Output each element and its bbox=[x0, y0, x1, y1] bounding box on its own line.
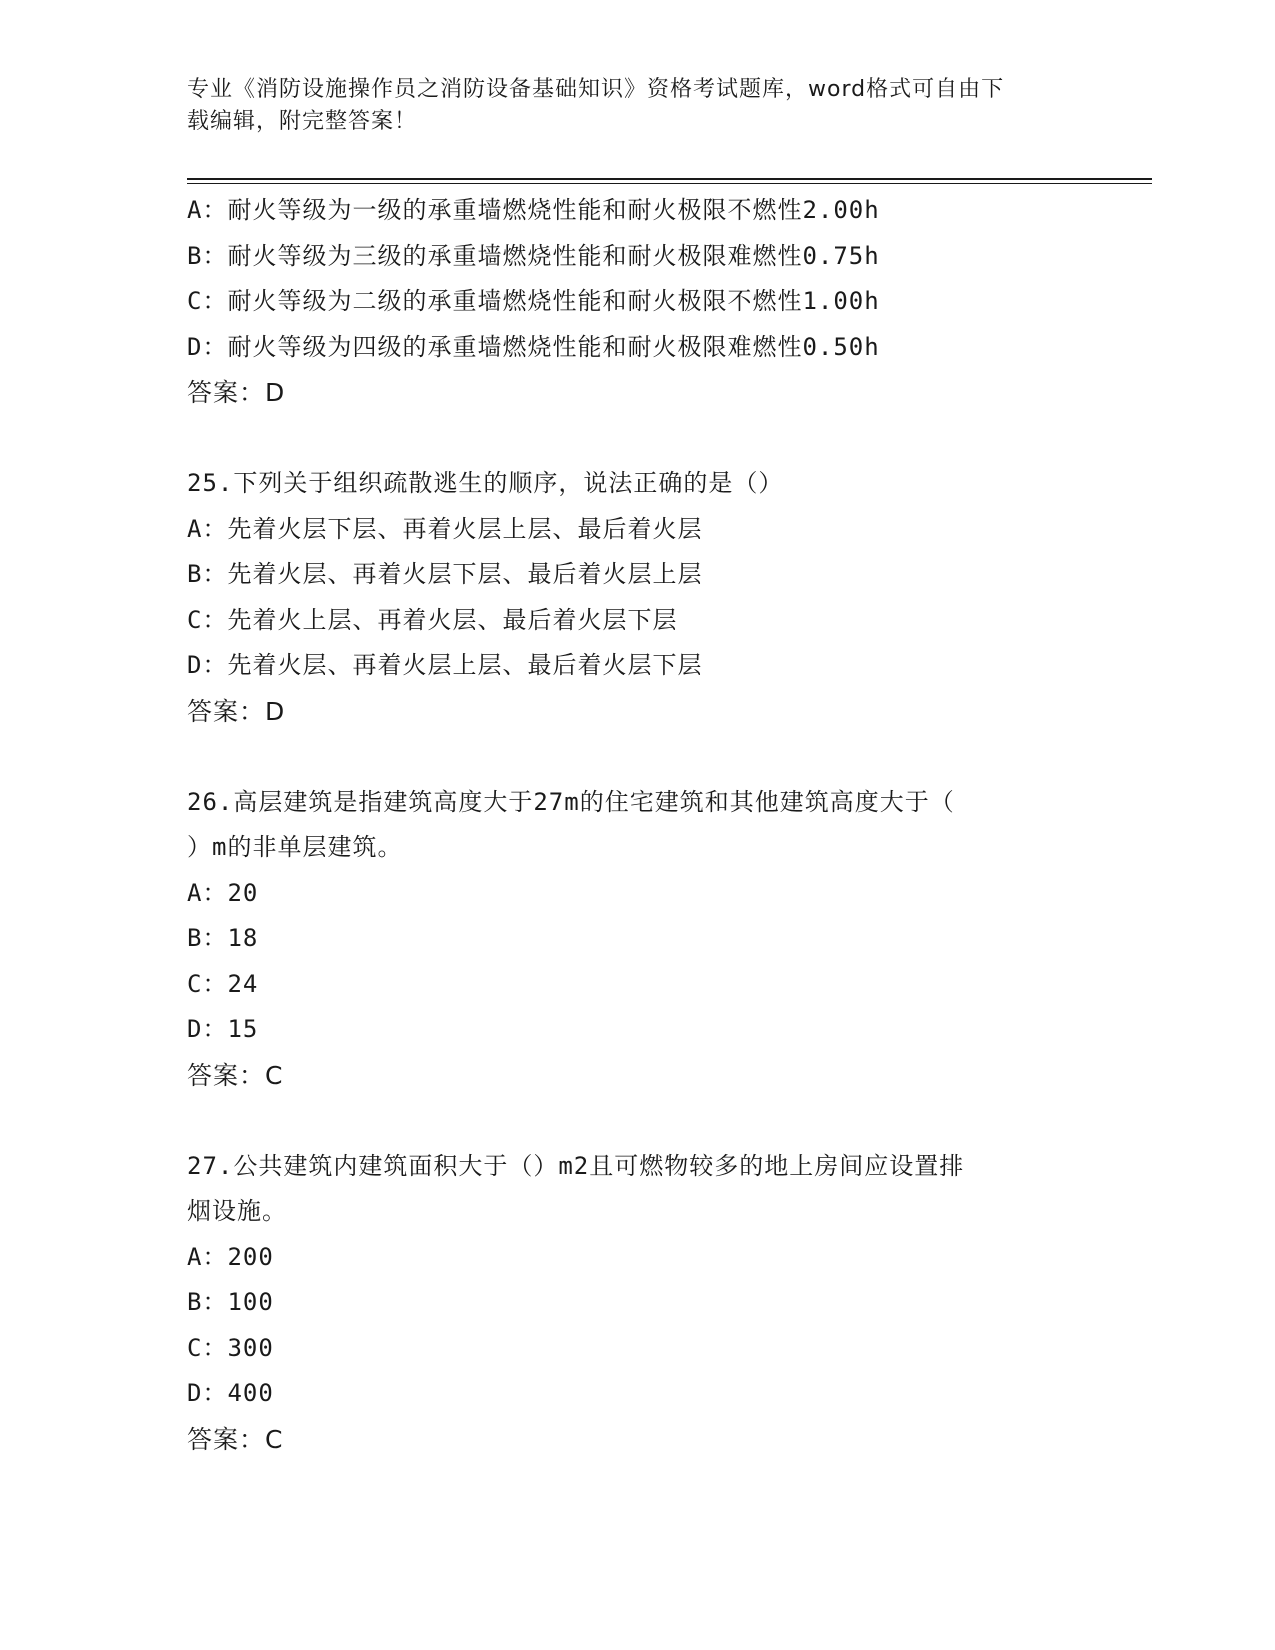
q27-stem-line-2: 烟设施。 bbox=[187, 1197, 287, 1225]
q26-option-b: B：18 bbox=[187, 924, 259, 952]
spacer bbox=[187, 734, 1087, 780]
q25-stem: 25.下列关于组织疏散逃生的顺序，说法正确的是（） bbox=[187, 469, 784, 497]
spacer bbox=[187, 416, 1087, 462]
q25-option-c: C：先着火上层、再着火层、最后着火层下层 bbox=[187, 605, 678, 634]
q25-option-b: B：先着火层、再着火层下层、最后着火层上层 bbox=[187, 560, 703, 588]
q27-answer: 答案：C bbox=[187, 1424, 284, 1454]
q27-option-d: D：400 bbox=[187, 1379, 274, 1407]
header-divider-thin bbox=[187, 183, 1152, 184]
q25-answer: 答案：D bbox=[187, 696, 286, 726]
question-24 bbox=[187, 188, 1087, 416]
q26-stem-line-1: 26.高层建筑是指建筑高度大于27m的住宅建筑和其他建筑高度大于（ bbox=[187, 787, 955, 816]
q24-answer: 答案：D bbox=[187, 378, 286, 407]
q25-option-d: D：先着火层、再着火层上层、最后着火层下层 bbox=[187, 651, 703, 679]
q27-stem-line-1: 27.公共建筑内建筑面积大于（）m2且可燃物较多的地上房间应设置排 bbox=[187, 1151, 965, 1180]
q24-option-c: C：耐火等级为二级的承重墙燃烧性能和耐火极限不燃性1.00h bbox=[187, 287, 880, 315]
q24-option-b: B：耐火等级为三级的承重墙燃烧性能和耐火极限难燃性0.75h bbox=[187, 241, 880, 270]
q25-option-a: A：先着火层下层、再着火层上层、最后着火层 bbox=[187, 514, 703, 543]
q26-stem-line-2: ）m的非单层建筑。 bbox=[187, 833, 403, 861]
question-list bbox=[187, 188, 1087, 1462]
q26-option-c: C：24 bbox=[187, 969, 259, 998]
q24-option-d: D：耐火等级为四级的承重墙燃烧性能和耐火极限难燃性0.50h bbox=[187, 332, 880, 361]
spacer bbox=[187, 1098, 1087, 1144]
question-27 bbox=[187, 1144, 1087, 1463]
q27-option-c: C：300 bbox=[187, 1333, 274, 1362]
question-25 bbox=[187, 461, 1087, 734]
q27-option-a: A：200 bbox=[187, 1242, 274, 1271]
q24-option-a: A：耐火等级为一级的承重墙燃烧性能和耐火极限不燃性2.00h bbox=[187, 196, 880, 224]
q27-option-b: B：100 bbox=[187, 1288, 274, 1316]
q26-answer: 答案：C bbox=[187, 1060, 284, 1090]
header-line-1: 专业《消防设施操作员之消防设备基础知识》资格考试题库，word格式可自由下 bbox=[187, 77, 1005, 102]
header-line-2: 载编辑，附完整答案！ bbox=[187, 109, 418, 134]
document-header bbox=[187, 74, 1067, 138]
question-26 bbox=[187, 780, 1087, 1099]
header-divider-thick bbox=[187, 178, 1152, 180]
q26-option-d: D：15 bbox=[187, 1015, 259, 1043]
q26-option-a: A：20 bbox=[187, 878, 259, 907]
